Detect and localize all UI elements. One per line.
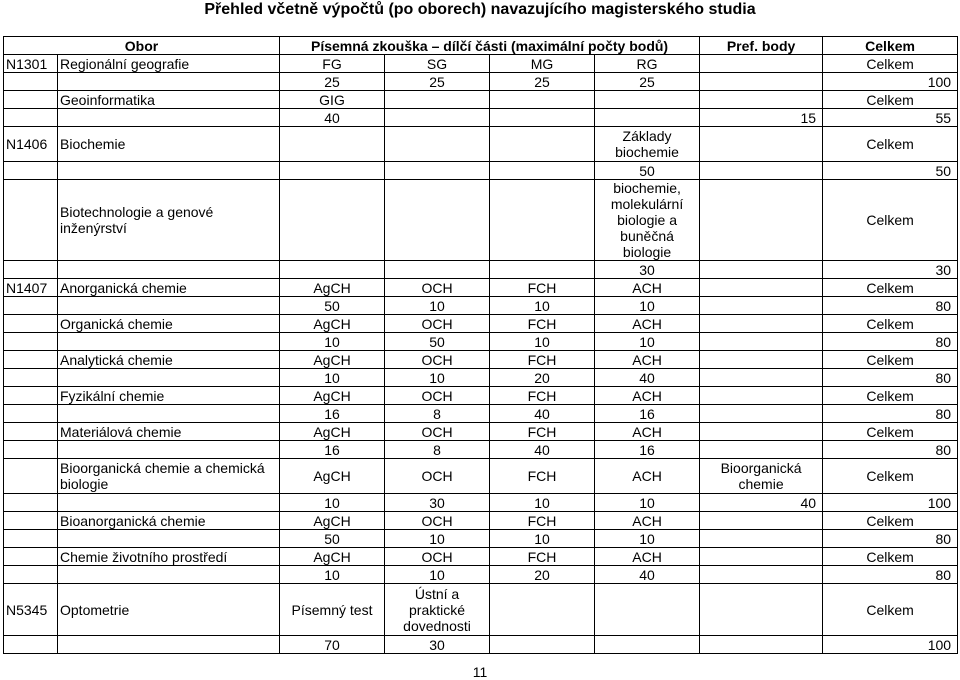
pref-points-cell xyxy=(700,73,823,91)
exam-part-cell: 16 xyxy=(595,405,700,423)
pref-points-cell xyxy=(700,566,823,584)
exam-part-cell: 50 xyxy=(280,530,385,548)
pref-points-cell xyxy=(700,387,823,405)
program-name xyxy=(58,566,280,584)
table-row-labels xyxy=(4,512,958,530)
total-cell: Celkem xyxy=(823,180,958,261)
exam-part-cell: 25 xyxy=(280,73,385,91)
exam-part-cell: 50 xyxy=(385,333,490,351)
pref-points-cell xyxy=(700,162,823,180)
total-cell: Celkem xyxy=(823,548,958,566)
exam-part-cell: biochemie, molekulární biologie a buněčná biologie xyxy=(595,180,700,261)
program-name: Bioanorganická chemie xyxy=(58,512,280,530)
exam-part-cell: 10 xyxy=(385,566,490,584)
program-code xyxy=(4,405,58,423)
program-code xyxy=(4,261,58,279)
exam-part-cell: Základy biochemie xyxy=(595,127,700,162)
exam-part-cell: 10 xyxy=(385,530,490,548)
program-name: Organická chemie xyxy=(58,315,280,333)
pref-points-cell xyxy=(700,369,823,387)
table-row-points xyxy=(4,441,958,459)
exam-part-cell: ACH xyxy=(595,459,700,494)
exam-part-cell xyxy=(490,109,595,127)
pref-points-cell xyxy=(700,297,823,315)
total-cell: 100 xyxy=(823,494,958,512)
exam-part-cell: 10 xyxy=(385,369,490,387)
pref-points-cell xyxy=(700,512,823,530)
program-code: N1407 xyxy=(4,279,58,297)
header-pref: Pref. body xyxy=(700,37,823,55)
pref-points-cell xyxy=(700,584,823,636)
exam-part-cell xyxy=(490,261,595,279)
program-name xyxy=(58,441,280,459)
table-row-labels xyxy=(4,351,958,369)
pref-points-cell xyxy=(700,180,823,261)
exam-part-cell: OCH xyxy=(385,351,490,369)
program-code xyxy=(4,548,58,566)
exam-part-cell: 8 xyxy=(385,405,490,423)
results-table xyxy=(3,36,958,654)
exam-part-cell: AgCH xyxy=(280,279,385,297)
program-code xyxy=(4,297,58,315)
exam-part-cell: FCH xyxy=(490,351,595,369)
program-code xyxy=(4,441,58,459)
program-code xyxy=(4,315,58,333)
exam-part-cell: 40 xyxy=(595,369,700,387)
table-row-points xyxy=(4,405,958,423)
total-cell: 80 xyxy=(823,369,958,387)
page-title: Přehled včetně výpočtů (po oborech) navazujícího magisterského studia xyxy=(204,1,756,18)
table-row-labels xyxy=(4,180,958,261)
exam-part-cell: FCH xyxy=(490,512,595,530)
exam-part-cell xyxy=(280,127,385,162)
pref-points-cell xyxy=(700,530,823,548)
total-cell: 55 xyxy=(823,109,958,127)
header-celkem: Celkem xyxy=(823,37,958,55)
pref-points-cell: Bioorganická chemie xyxy=(700,459,823,494)
table-row-labels xyxy=(4,548,958,566)
exam-part-cell: FCH xyxy=(490,387,595,405)
total-cell: Celkem xyxy=(823,315,958,333)
exam-part-cell: 30 xyxy=(595,261,700,279)
exam-part-cell: MG xyxy=(490,55,595,73)
exam-part-cell: 10 xyxy=(280,333,385,351)
table-row-points xyxy=(4,369,958,387)
header-row xyxy=(4,37,958,55)
exam-part-cell xyxy=(595,91,700,109)
program-code xyxy=(4,566,58,584)
table-row-points xyxy=(4,73,958,91)
program-name xyxy=(58,530,280,548)
exam-part-cell xyxy=(490,584,595,636)
exam-part-cell: OCH xyxy=(385,315,490,333)
page-number: 11 xyxy=(472,664,488,680)
exam-part-cell: 10 xyxy=(595,494,700,512)
exam-part-cell xyxy=(385,127,490,162)
exam-part-cell: ACH xyxy=(595,279,700,297)
program-name: Regionální geografie xyxy=(58,55,280,73)
program-code: N1406 xyxy=(4,127,58,162)
exam-part-cell: AgCH xyxy=(280,512,385,530)
program-code xyxy=(4,180,58,261)
table-row-points xyxy=(4,530,958,548)
pref-points-cell xyxy=(700,636,823,654)
exam-part-cell: 30 xyxy=(385,494,490,512)
exam-part-cell: RG xyxy=(595,55,700,73)
program-code xyxy=(4,369,58,387)
exam-part-cell: SG xyxy=(385,55,490,73)
total-cell: Celkem xyxy=(823,584,958,636)
program-code xyxy=(4,530,58,548)
program-name: Biochemie xyxy=(58,127,280,162)
exam-part-cell: OCH xyxy=(385,387,490,405)
exam-part-cell: ACH xyxy=(595,423,700,441)
program-code xyxy=(4,494,58,512)
exam-part-cell: OCH xyxy=(385,548,490,566)
exam-part-cell: 10 xyxy=(280,369,385,387)
table-row-labels xyxy=(4,127,958,162)
exam-part-cell: 25 xyxy=(490,73,595,91)
table-row-points xyxy=(4,109,958,127)
program-name xyxy=(58,333,280,351)
exam-part-cell: 25 xyxy=(385,73,490,91)
total-cell: 100 xyxy=(823,636,958,654)
program-name xyxy=(58,405,280,423)
exam-part-cell: OCH xyxy=(385,423,490,441)
pref-points-cell xyxy=(700,55,823,73)
program-name xyxy=(58,494,280,512)
exam-part-cell: Písemný test xyxy=(280,584,385,636)
pref-points-cell xyxy=(700,279,823,297)
exam-part-cell: 10 xyxy=(595,297,700,315)
table-row-labels xyxy=(4,315,958,333)
total-cell: 80 xyxy=(823,405,958,423)
program-name: Anorganická chemie xyxy=(58,279,280,297)
exam-part-cell: 10 xyxy=(490,494,595,512)
table-row-labels xyxy=(4,279,958,297)
program-name: Chemie životního prostředí xyxy=(58,548,280,566)
total-cell: 30 xyxy=(823,261,958,279)
program-code xyxy=(4,512,58,530)
exam-part-cell: GIG xyxy=(280,91,385,109)
program-code xyxy=(4,162,58,180)
total-cell: 80 xyxy=(823,441,958,459)
program-code xyxy=(4,91,58,109)
total-cell: Celkem xyxy=(823,279,958,297)
pref-points-cell: 40 xyxy=(700,494,823,512)
exam-part-cell: ACH xyxy=(595,512,700,530)
exam-part-cell: 8 xyxy=(385,441,490,459)
table-row-labels xyxy=(4,387,958,405)
program-name xyxy=(58,73,280,91)
exam-part-cell: AgCH xyxy=(280,351,385,369)
exam-part-cell xyxy=(385,109,490,127)
program-name xyxy=(58,369,280,387)
exam-part-cell: 10 xyxy=(280,494,385,512)
program-name: Materiálová chemie xyxy=(58,423,280,441)
exam-part-cell xyxy=(385,180,490,261)
table-row-points xyxy=(4,297,958,315)
exam-part-cell xyxy=(595,636,700,654)
exam-part-cell: 10 xyxy=(280,566,385,584)
program-name xyxy=(58,109,280,127)
exam-part-cell xyxy=(385,91,490,109)
exam-part-cell: 10 xyxy=(595,333,700,351)
exam-part-cell: 70 xyxy=(280,636,385,654)
pref-points-cell xyxy=(700,315,823,333)
table-row-labels xyxy=(4,584,958,636)
total-cell: Celkem xyxy=(823,351,958,369)
pref-points-cell xyxy=(700,91,823,109)
exam-part-cell: Ústní a praktické dovednosti xyxy=(385,584,490,636)
table-row-points xyxy=(4,333,958,351)
exam-part-cell: OCH xyxy=(385,459,490,494)
total-cell: Celkem xyxy=(823,387,958,405)
program-code xyxy=(4,73,58,91)
total-cell: 50 xyxy=(823,162,958,180)
exam-part-cell: 40 xyxy=(490,441,595,459)
exam-part-cell: AgCH xyxy=(280,423,385,441)
program-name xyxy=(58,162,280,180)
total-cell: Celkem xyxy=(823,512,958,530)
exam-part-cell xyxy=(385,261,490,279)
pref-points-cell xyxy=(700,441,823,459)
table-row-points xyxy=(4,494,958,512)
exam-part-cell: FCH xyxy=(490,548,595,566)
pref-points-cell xyxy=(700,405,823,423)
exam-part-cell: ACH xyxy=(595,387,700,405)
program-name xyxy=(58,261,280,279)
exam-part-cell: 50 xyxy=(280,297,385,315)
exam-part-cell: 10 xyxy=(595,530,700,548)
exam-part-cell xyxy=(280,180,385,261)
pref-points-cell xyxy=(700,261,823,279)
total-cell: 100 xyxy=(823,73,958,91)
table-row-points xyxy=(4,566,958,584)
program-name xyxy=(58,636,280,654)
exam-part-cell: 16 xyxy=(280,405,385,423)
program-code xyxy=(4,636,58,654)
program-name: Analytická chemie xyxy=(58,351,280,369)
exam-part-cell: OCH xyxy=(385,279,490,297)
exam-part-cell: AgCH xyxy=(280,548,385,566)
program-code: N1301 xyxy=(4,55,58,73)
total-cell: Celkem xyxy=(823,55,958,73)
total-cell: 80 xyxy=(823,566,958,584)
exam-part-cell xyxy=(280,162,385,180)
exam-part-cell: FCH xyxy=(490,315,595,333)
exam-part-cell: FCH xyxy=(490,279,595,297)
program-code xyxy=(4,423,58,441)
total-cell: Celkem xyxy=(823,459,958,494)
program-name xyxy=(58,297,280,315)
pref-points-cell xyxy=(700,423,823,441)
exam-part-cell: FG xyxy=(280,55,385,73)
table-row-labels xyxy=(4,423,958,441)
program-name: Optometrie xyxy=(58,584,280,636)
exam-part-cell: AgCH xyxy=(280,459,385,494)
exam-part-cell: AgCH xyxy=(280,387,385,405)
program-code xyxy=(4,459,58,494)
exam-part-cell: OCH xyxy=(385,512,490,530)
table-row-labels xyxy=(4,91,958,109)
exam-part-cell: 40 xyxy=(280,109,385,127)
total-cell: 80 xyxy=(823,297,958,315)
exam-part-cell: 50 xyxy=(595,162,700,180)
exam-part-cell: 16 xyxy=(595,441,700,459)
total-cell: Celkem xyxy=(823,127,958,162)
table-row-points xyxy=(4,636,958,654)
exam-part-cell xyxy=(490,162,595,180)
total-cell: Celkem xyxy=(823,423,958,441)
exam-part-cell: 40 xyxy=(490,405,595,423)
exam-part-cell: 16 xyxy=(280,441,385,459)
exam-part-cell xyxy=(595,109,700,127)
exam-part-cell: 10 xyxy=(490,333,595,351)
total-cell: 80 xyxy=(823,530,958,548)
program-name: Bioorganická chemie a chemická biologie xyxy=(58,459,280,494)
total-cell: 80 xyxy=(823,333,958,351)
program-code xyxy=(4,109,58,127)
exam-part-cell: 20 xyxy=(490,369,595,387)
exam-part-cell: ACH xyxy=(595,548,700,566)
header-obor: Obor xyxy=(4,37,280,55)
exam-part-cell xyxy=(490,636,595,654)
pref-points-cell xyxy=(700,127,823,162)
pref-points-cell xyxy=(700,333,823,351)
pref-points-cell xyxy=(700,548,823,566)
exam-part-cell: FCH xyxy=(490,459,595,494)
pref-points-cell xyxy=(700,351,823,369)
header-pisemna: Písemná zkouška – dílčí části (maximální počty bodů) xyxy=(280,37,700,55)
program-code xyxy=(4,333,58,351)
exam-part-cell: 40 xyxy=(595,566,700,584)
program-code: N5345 xyxy=(4,584,58,636)
exam-part-cell xyxy=(385,162,490,180)
exam-part-cell: ACH xyxy=(595,315,700,333)
exam-part-cell xyxy=(280,261,385,279)
program-code xyxy=(4,387,58,405)
table-row-points xyxy=(4,162,958,180)
exam-part-cell: ACH xyxy=(595,351,700,369)
program-code xyxy=(4,351,58,369)
exam-part-cell: 10 xyxy=(490,530,595,548)
table-row-points xyxy=(4,261,958,279)
exam-part-cell: 30 xyxy=(385,636,490,654)
exam-part-cell xyxy=(490,91,595,109)
exam-part-cell xyxy=(595,584,700,636)
program-name: Geoinformatika xyxy=(58,91,280,109)
exam-part-cell: AgCH xyxy=(280,315,385,333)
pref-points-cell: 15 xyxy=(700,109,823,127)
exam-part-cell xyxy=(490,180,595,261)
program-name: Fyzikální chemie xyxy=(58,387,280,405)
exam-part-cell xyxy=(490,127,595,162)
exam-part-cell: FCH xyxy=(490,423,595,441)
exam-part-cell: 20 xyxy=(490,566,595,584)
exam-part-cell: 10 xyxy=(385,297,490,315)
table-row-labels xyxy=(4,55,958,73)
table-row-labels xyxy=(4,459,958,494)
exam-part-cell: 25 xyxy=(595,73,700,91)
program-name: Biotechnologie a genové inženýrství xyxy=(58,180,280,261)
exam-part-cell: 10 xyxy=(490,297,595,315)
total-cell: Celkem xyxy=(823,91,958,109)
